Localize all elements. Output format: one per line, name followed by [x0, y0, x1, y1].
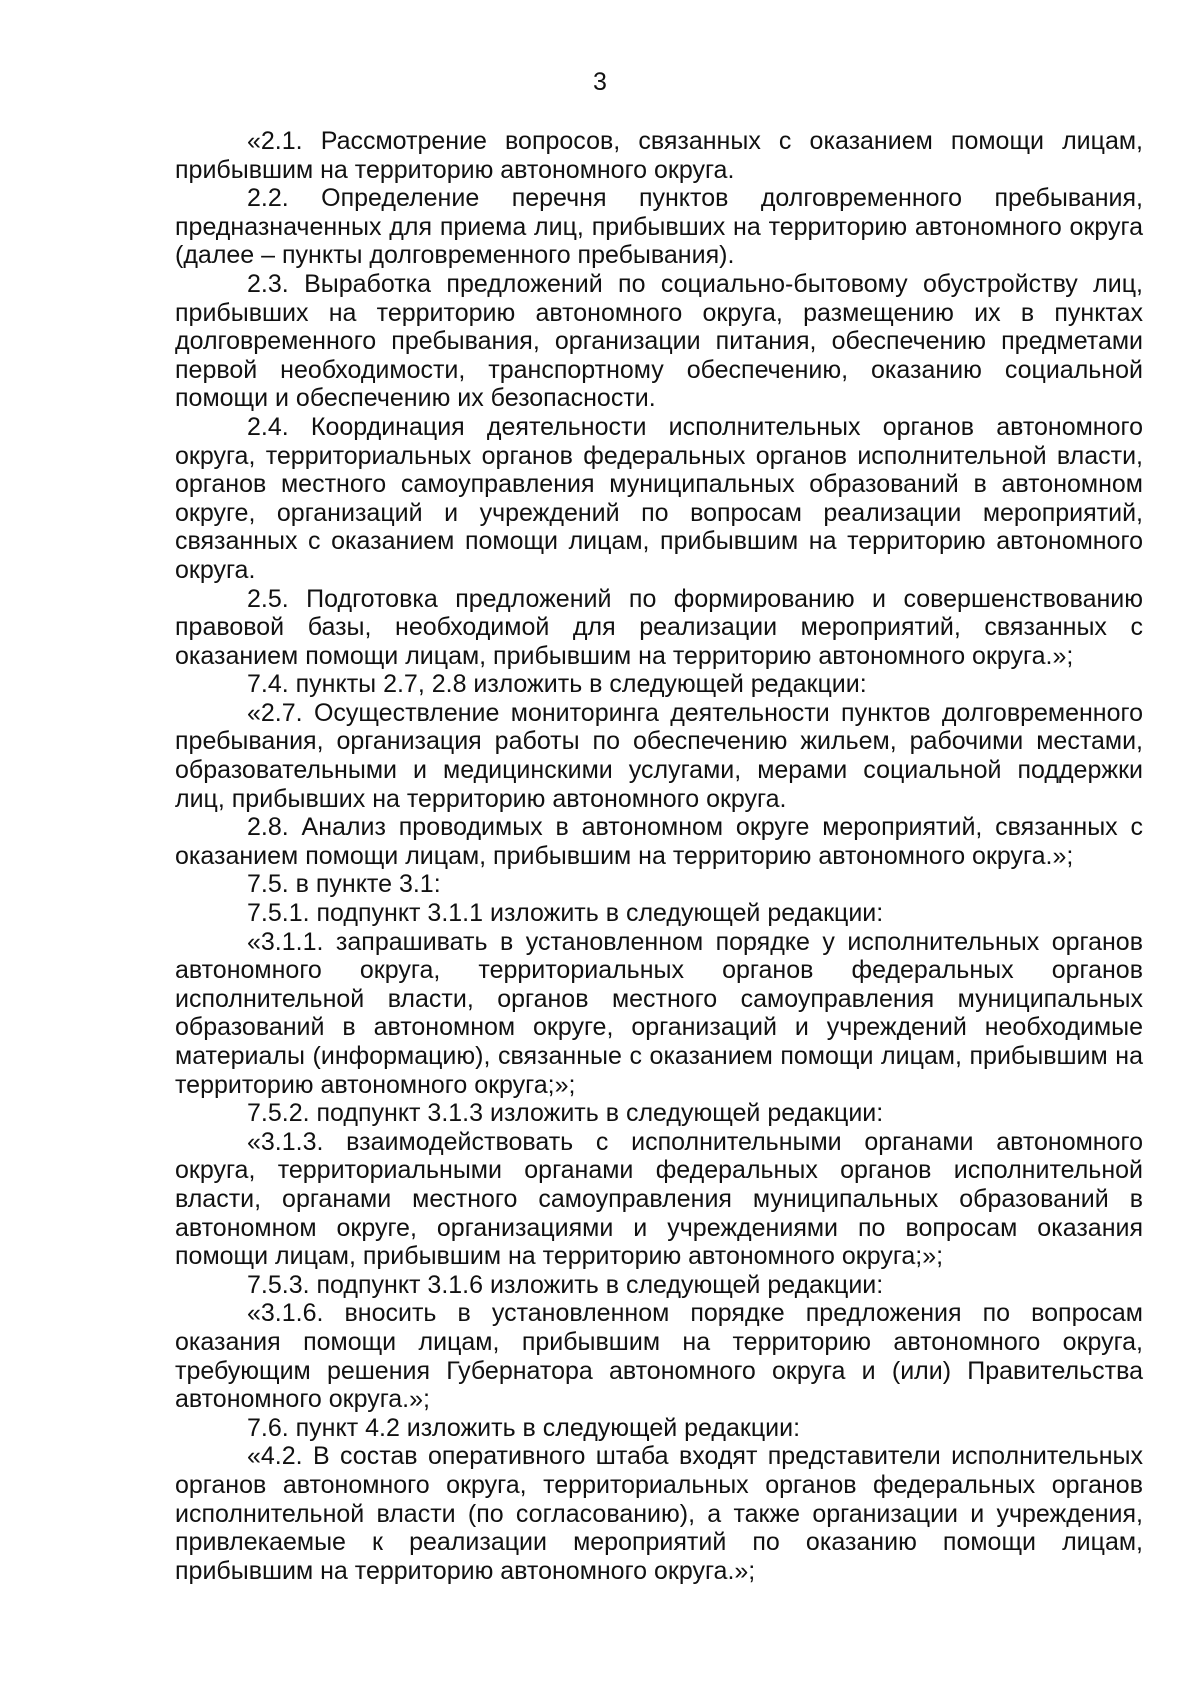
paragraph-2-3: 2.3. Выработка предложений по социально-бытовому обустройству лиц, прибывших на территорию автономного округа, размещению их в пунктах долговременного пребывания, организации питания, обеспечению предметами первой необходимости, транспортному обеспечению, оказанию социальной помощи и обеспечению их безопасности. [175, 269, 1143, 413]
paragraph-2-8: 2.8. Анализ проводимых в автономном округе мероприятий, связанных с оказанием помощи лицам, прибывшим на территорию автономного округа.»; [175, 813, 1143, 870]
paragraph-7-4: 7.4. пункты 2.7, 2.8 изложить в следующей редакции: [247, 670, 867, 699]
paragraph-7-5-1: 7.5.1. подпункт 3.1.1 изложить в следующей редакции: [247, 899, 884, 928]
paragraph-7-6: 7.6. пункт 4.2 изложить в следующей редакции: [247, 1413, 801, 1442]
paragraph-3-1-3: «3.1.3. взаимодействовать с исполнительными органами автономного округа, территориальными органами федеральных органов исполнительной власти, органами местного самоуправления муниципальных образований в автономном округе, организациями и учреждениями по вопросам оказания помощи лицам, прибывшим на территорию автономного округа;»; [175, 1127, 1143, 1271]
paragraph-7-5-3: 7.5.3. подпункт 3.1.6 изложить в следующей редакции: [247, 1270, 884, 1299]
paragraph-3-1-1: «3.1.1. запрашивать в установленном порядке у исполнительных органов автономного округа, территориальных органов федеральных органов исполнительной власти, органов местного самоуправления муниципальных образований в автономном округе, организаций и учреждений необходимые материалы (информацию), связанные с оказанием помощи лицам, прибывшим на территорию автономного округа;»; [175, 927, 1143, 1099]
paragraph-4-2: «4.2. В состав оперативного штаба входят представители исполнительных органов автономного округа, территориальных органов федеральных органов исполнительной власти (по согласованию), а также организации и учреждения, привлекаемые к реализации мероприятий по оказанию помощи лицам, прибывшим на территорию автономного округа.»; [175, 1442, 1143, 1585]
page-number: 3 [593, 68, 607, 96]
paragraph-7-5-2: 7.5.2. подпункт 3.1.3 изложить в следующей редакции: [247, 1099, 884, 1128]
paragraph-7-5: 7.5. в пункте 3.1: [247, 870, 441, 899]
document-body [175, 127, 1143, 1585]
paragraph-2-7: «2.7. Осуществление мониторинга деятельности пунктов долговременного пребывания, организация работы по обеспечению жильем, рабочими местами, образовательными и медицинскими услугами, мерами социальной поддержки лиц, прибывших на территорию автономного округа. [175, 698, 1143, 813]
paragraph-3-1-6: «3.1.6. вносить в установленном порядке предложения по вопросам оказания помощи лицам, прибывшим на территорию автономного округа, требующим решения Губернатора автономного округа и (или) Правительства автономного округа.»; [175, 1299, 1143, 1414]
paragraph-2-5: 2.5. Подготовка предложений по формированию и совершенствованию правовой базы, необходимой для реализации мероприятий, связанных с оказанием помощи лицам, прибывшим на территорию автономного округа.»; [175, 584, 1143, 670]
paragraph-2-4: 2.4. Координация деятельности исполнительных органов автономного округа, территориальных органов федеральных органов исполнительной власти, органов местного самоуправления муниципальных образований в автономном округе, организаций и учреждений по вопросам реализации мероприятий, связанных с оказанием помощи лицам, прибывшим на территорию автономного округа. [175, 412, 1143, 584]
paragraph-2-1: «2.1. Рассмотрение вопросов, связанных с оказанием помощи лицам, прибывшим на территорию автономного округа. [175, 127, 1143, 184]
paragraph-2-2: 2.2. Определение перечня пунктов долговременного пребывания, предназначенных для приема лиц, прибывших на территорию автономного округа (далее – пункты долговременного пребывания). [175, 184, 1143, 270]
